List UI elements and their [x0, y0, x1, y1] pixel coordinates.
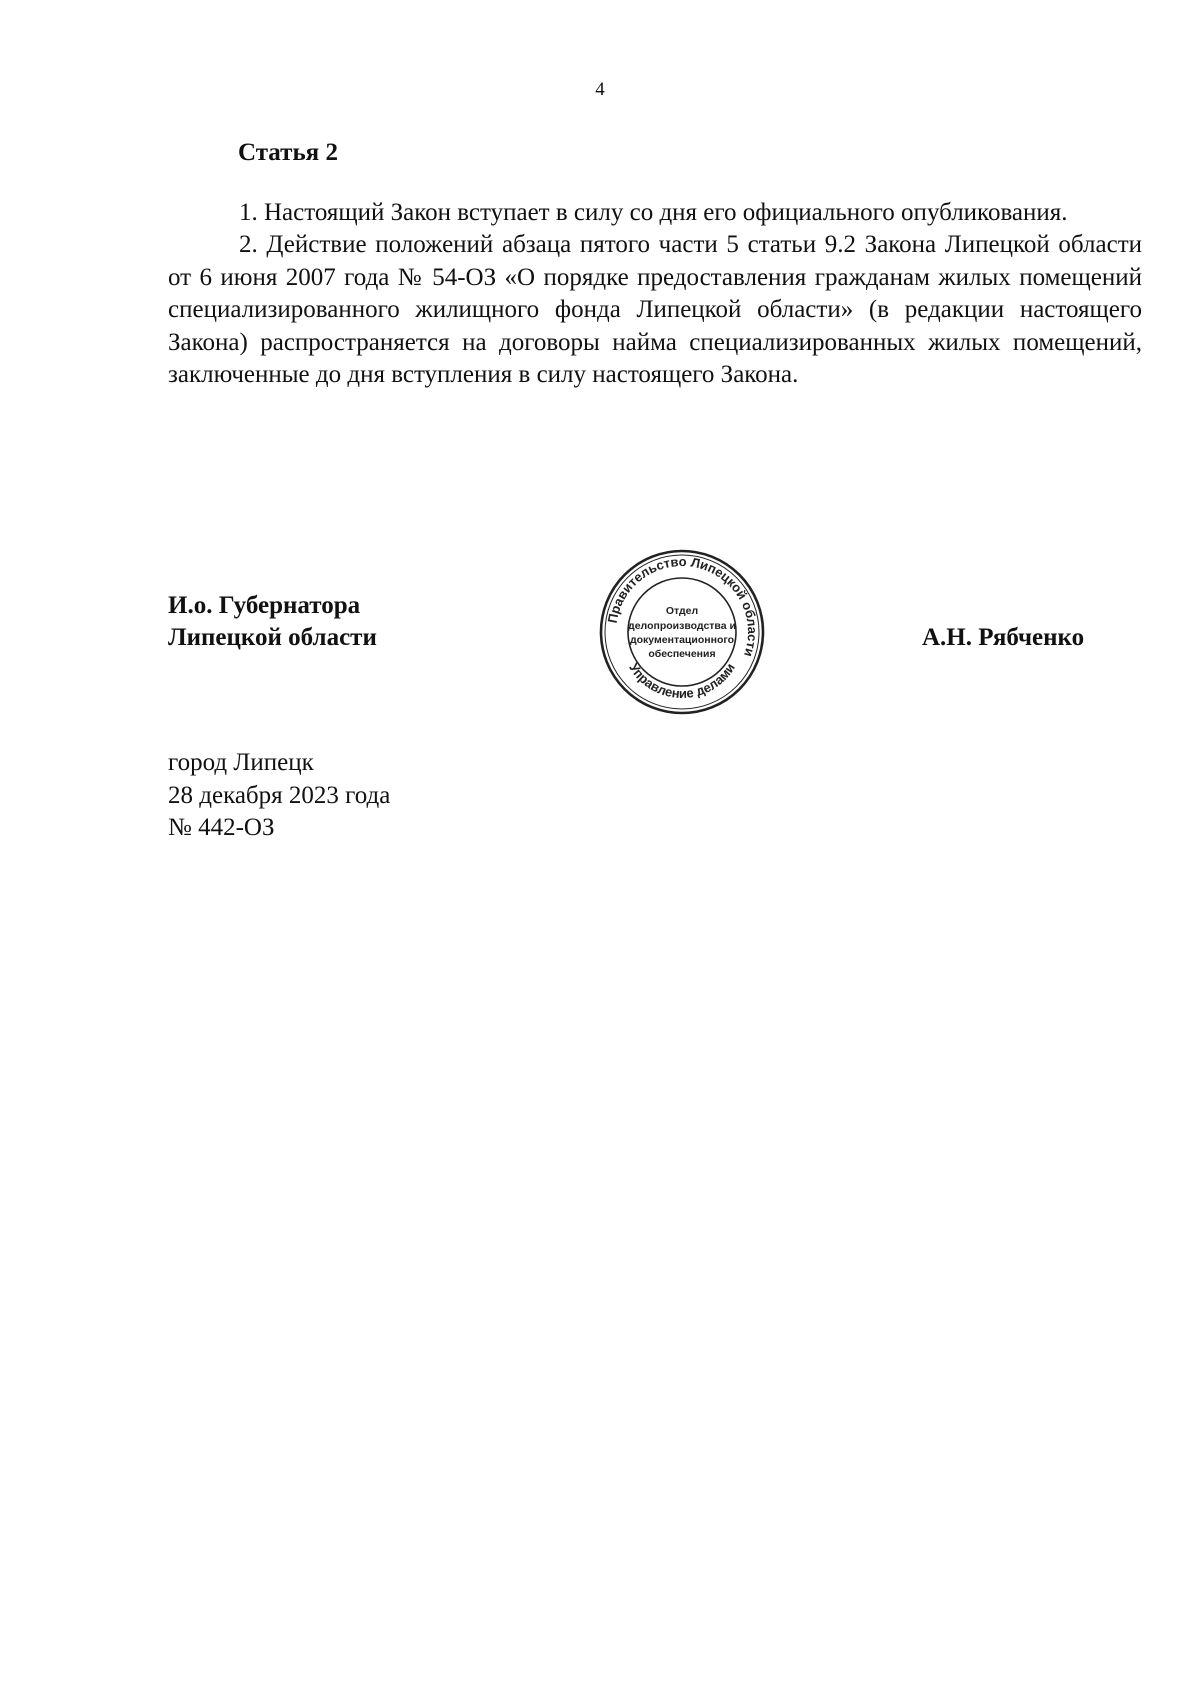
- place-date-number: [168, 747, 390, 845]
- signatory-position-line-2: Липецкой области: [168, 624, 377, 651]
- signatory-position-line-1: И.о. Губернатора: [168, 592, 361, 619]
- seal-bottom-text: Управление делами: [626, 660, 738, 702]
- svg-text:Управление делами: [626, 660, 738, 701]
- seal-inner-line-3: документационного: [629, 634, 735, 646]
- article-paragraph-1: 1. Настоящий Закон вступает в силу со дня его официального опубликования.: [239, 199, 1068, 226]
- seal-outer-text: Правительство Липецкой области: [604, 553, 761, 659]
- official-seal-icon: [597, 547, 767, 717]
- seal-inner-line-1: Отдел: [665, 605, 699, 617]
- signatory-name: А.Н. Рябченко: [922, 624, 1085, 651]
- seal-inner-line-4: обеспечения: [648, 648, 716, 660]
- place-city: город Липецк: [168, 749, 314, 776]
- article-paragraph-2: 2. Действие положений абзаца пятого части 5 статьи 9.2 Закона Липецкой области от 6 июня 2007 года № 54-ОЗ «О порядке предоставления гражданам жилых помещений специализированного жилищного фонда Липецкой области» (в редакции настоящего Закона) распространяется на договоры найма специализированных жилых помещений, заключенные до дня вступления в силу настоящего Закона.: [168, 231, 1142, 389]
- article-body: [168, 197, 1142, 391]
- law-number: № 442-ОЗ: [168, 814, 275, 841]
- article-title: Статья 2: [238, 139, 338, 166]
- place-date: 28 декабря 2023 года: [168, 781, 391, 809]
- seal-inner-line-2: делопроизводства и: [628, 620, 736, 632]
- signatory-position: [168, 590, 377, 654]
- page-number: 4: [595, 79, 605, 100]
